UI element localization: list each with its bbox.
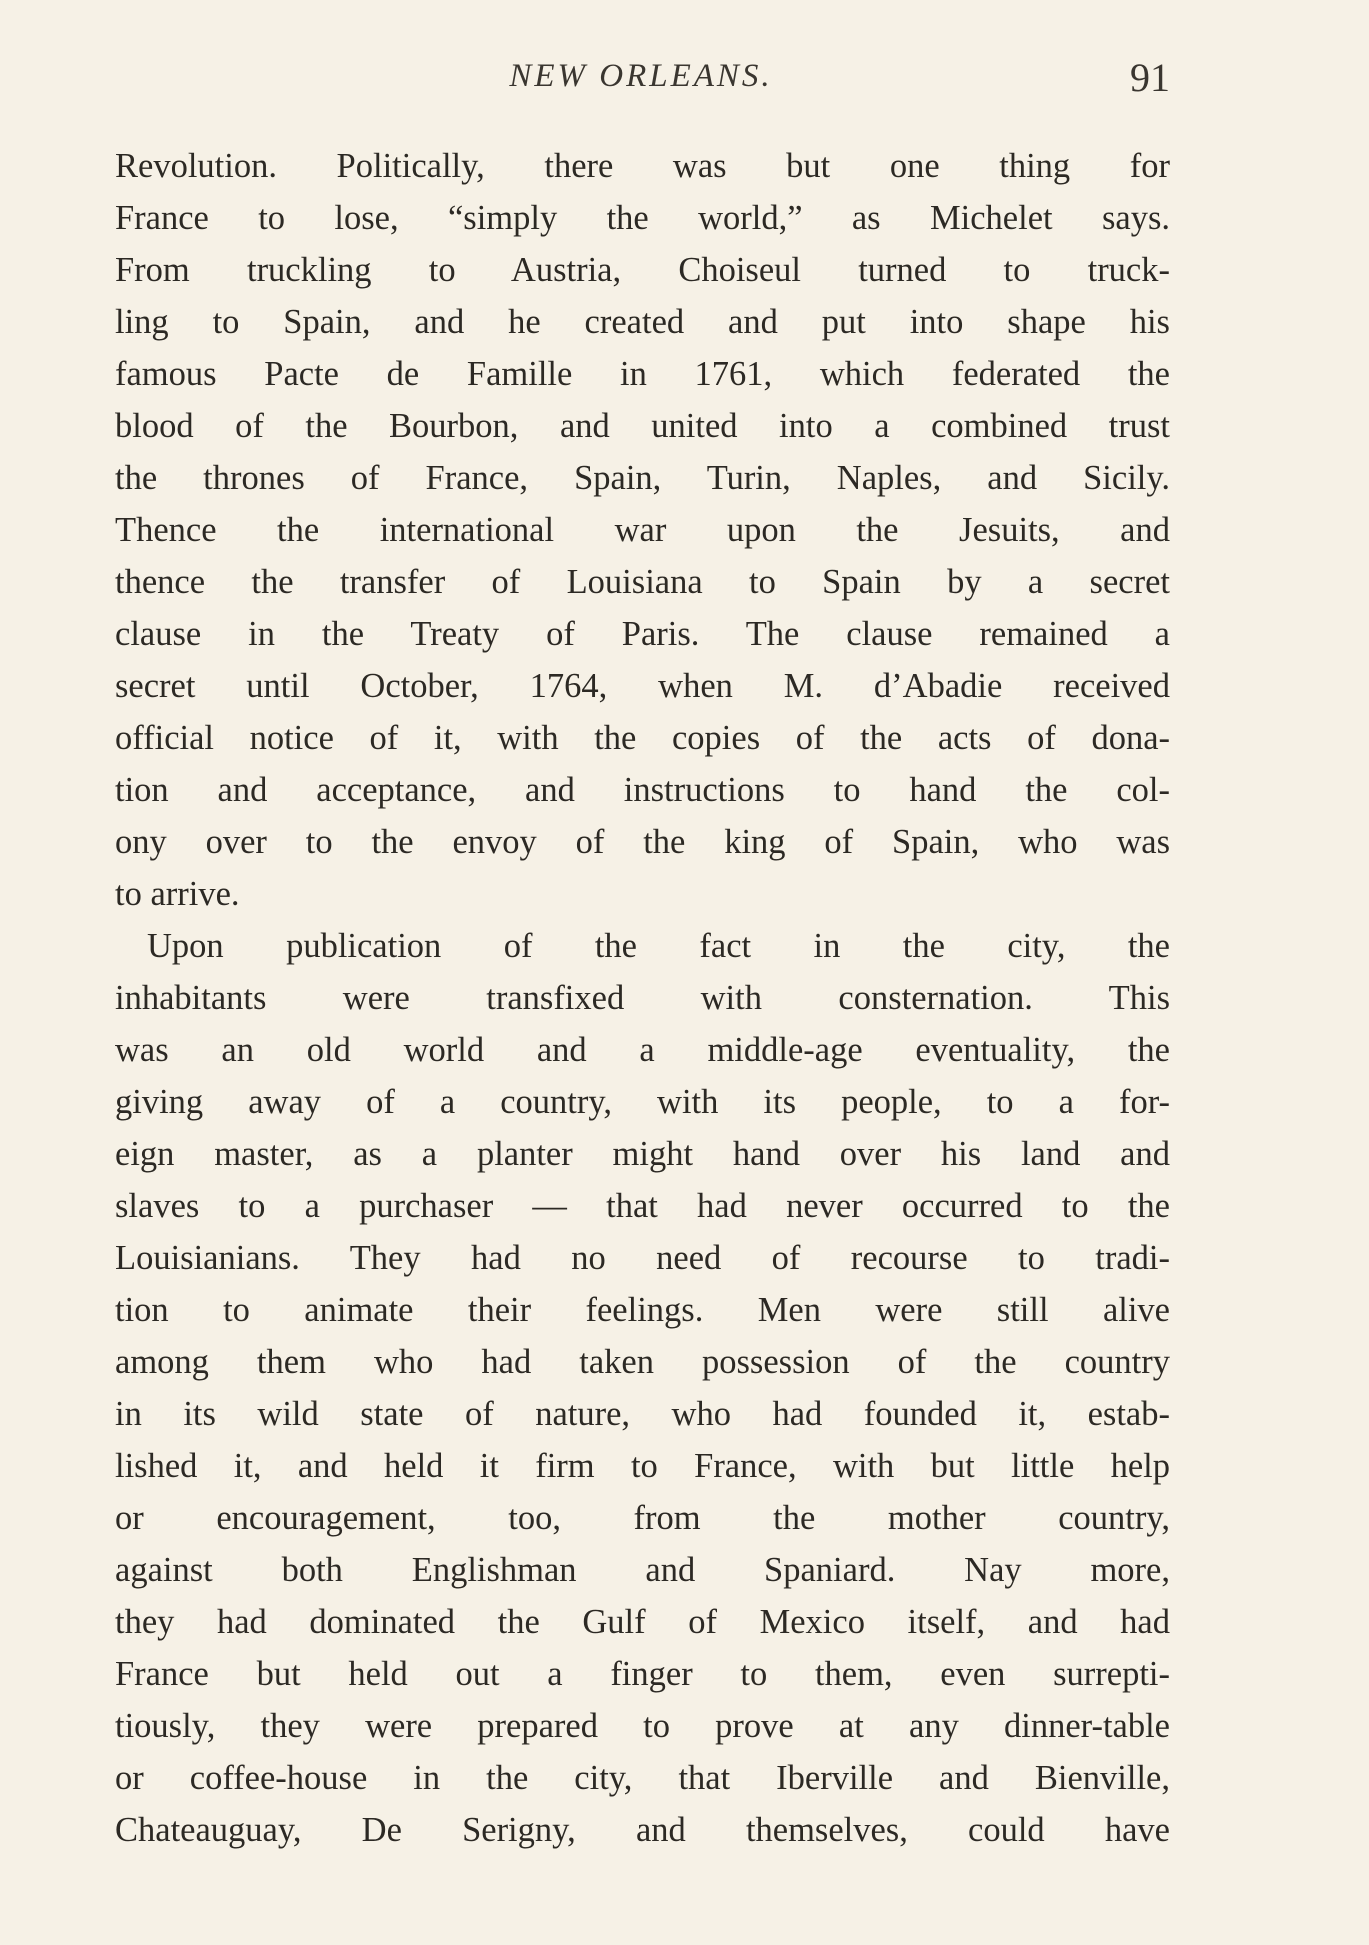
text-line: Revolution. Politically, there was but one thing for: [115, 147, 1170, 185]
text-line: giving away of a country, with its people, to a for-: [115, 1083, 1170, 1121]
text-line: was an old world and a middle-age eventuality, the: [115, 1031, 1170, 1069]
text-line: secret until October, 1764, when M. d’Abadie received: [115, 667, 1170, 705]
text-line: tion to animate their feelings. Men were still alive: [115, 1291, 1170, 1329]
text-line: Chateauguay, De Serigny, and themselves, could have: [115, 1811, 1170, 1849]
text-line: they had dominated the Gulf of Mexico itself, and had: [115, 1603, 1170, 1641]
text-line: From truckling to Austria, Choiseul turned to truck-: [115, 251, 1170, 289]
text-line: ling to Spain, and he created and put into shape his: [115, 303, 1170, 341]
text-line: in its wild state of nature, who had founded it, estab-: [115, 1395, 1170, 1433]
running-header: [112, 55, 1170, 108]
text-line: famous Pacte de Famille in 1761, which federated the: [115, 355, 1170, 393]
running-title: NEW ORLEANS.: [509, 58, 773, 94]
text-line: inhabitants were transfixed with consternation. This: [115, 979, 1170, 1017]
text-line: or encouragement, too, from the mother country,: [115, 1499, 1170, 1537]
text-line: eign master, as a planter might hand over his land and: [115, 1135, 1170, 1173]
text-line: or coffee-house in the city, that Iberville and Bienville,: [115, 1759, 1170, 1797]
text-line: official notice of it, with the copies of the acts of dona-: [115, 719, 1170, 757]
page-number: 91: [1130, 55, 1170, 100]
body-text: [115, 140, 1170, 1856]
text-line: against both Englishman and Spaniard. Nay more,: [115, 1551, 1170, 1589]
text-line: France but held out a finger to them, even surrepti-: [115, 1655, 1170, 1693]
text-line: tiously, they were prepared to prove at any dinner-table: [115, 1707, 1170, 1745]
text-line: to arrive.: [115, 875, 240, 913]
text-line: thence the transfer of Louisiana to Spain by a secret: [115, 563, 1170, 601]
paragraph-2: [115, 920, 1170, 1856]
text-line: tion and acceptance, and instructions to hand the col-: [115, 771, 1170, 809]
text-line: France to lose, “simply the world,” as Michelet says.: [115, 199, 1170, 237]
text-line: Thence the international war upon the Jesuits, and: [115, 511, 1170, 549]
text-line: among them who had taken possession of the country: [115, 1343, 1170, 1381]
text-line: lished it, and held it firm to France, with but little help: [115, 1447, 1170, 1485]
text-line: slaves to a purchaser — that had never occurred to the: [115, 1187, 1170, 1225]
text-line: Upon publication of the fact in the city, the: [147, 927, 1170, 965]
paragraph-1: [115, 140, 1170, 920]
text-line: clause in the Treaty of Paris. The clause remained a: [115, 615, 1170, 653]
text-line: the thrones of France, Spain, Turin, Naples, and Sicily.: [115, 459, 1170, 497]
text-line: Louisianians. They had no need of recourse to tradi-: [115, 1239, 1170, 1277]
text-line: ony over to the envoy of the king of Spain, who was: [115, 823, 1170, 861]
text-line: blood of the Bourbon, and united into a combined trust: [115, 407, 1170, 445]
